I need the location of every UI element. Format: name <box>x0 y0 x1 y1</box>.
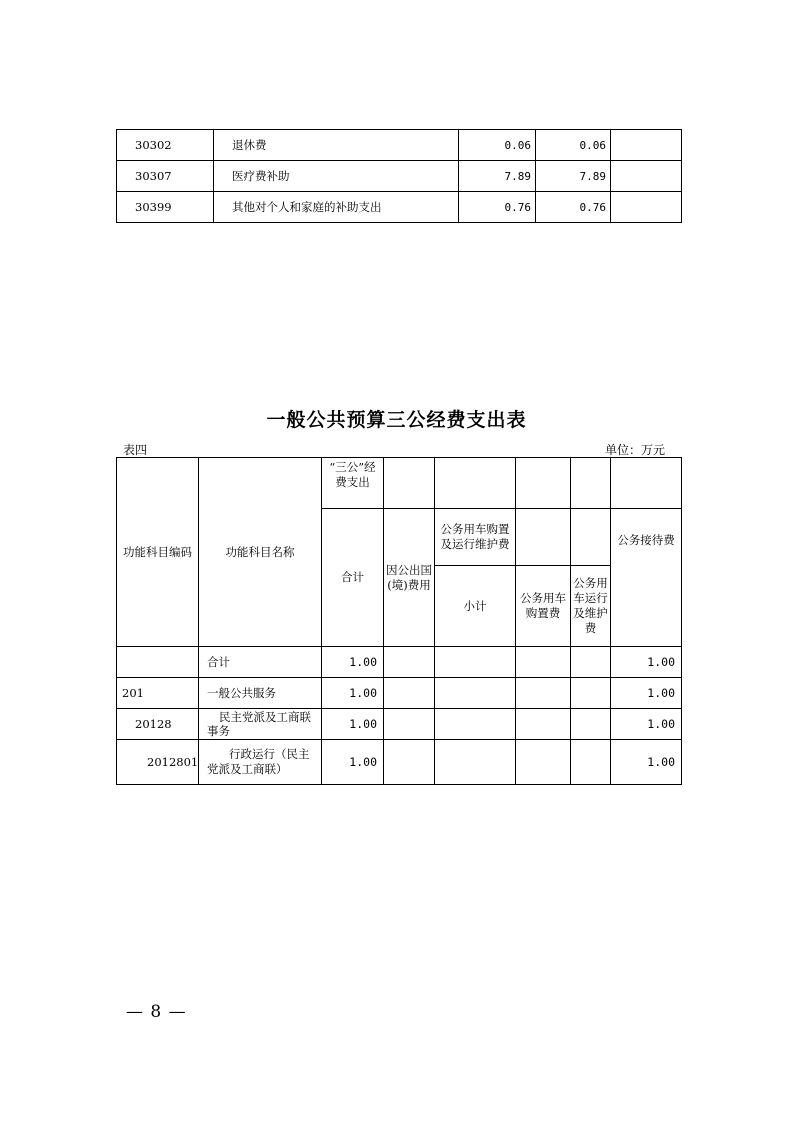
header-code: 功能科目编码 <box>117 458 199 647</box>
purchase-cell <box>516 647 571 678</box>
name-cell: 行政运行（民主党派及工商联） <box>199 740 322 785</box>
header-empty <box>384 458 435 509</box>
total-cell: 1.00 <box>322 647 384 678</box>
header-car-running: 公务用车运行及维护费 <box>571 566 611 647</box>
reception-cell: 1.00 <box>611 647 682 678</box>
amount-cell: 7.89 <box>459 161 536 192</box>
total-cell: 1.00 <box>322 709 384 740</box>
header-subtotal: 小计 <box>435 566 516 647</box>
code-cell: 2012801 <box>117 740 199 785</box>
purchase-cell <box>516 740 571 785</box>
running-cell <box>571 678 611 709</box>
page-title: 一般公共预算三公经费支出表 <box>266 409 527 431</box>
abroad-cell <box>384 709 435 740</box>
name-cell: 退休费 <box>214 130 459 161</box>
code-cell <box>117 647 199 678</box>
name-cell: 医疗费补助 <box>214 161 459 192</box>
table-row <box>117 161 682 192</box>
sangong-expense-table <box>116 457 682 785</box>
abroad-cell <box>384 647 435 678</box>
continued-table-body <box>117 130 682 223</box>
subtotal-cell <box>435 709 516 740</box>
table-row <box>117 647 682 678</box>
header-reception: 公务接待费 <box>611 509 682 647</box>
running-cell <box>571 740 611 785</box>
abroad-cell <box>384 678 435 709</box>
amount-cell: 0.06 <box>459 130 536 161</box>
header-sangong: “三公”经费支出 <box>322 458 384 509</box>
unit-label: 单位：万元 <box>605 443 666 457</box>
header-total: 合计 <box>322 509 384 647</box>
name-cell: 其他对个人和家庭的补助支出 <box>214 192 459 223</box>
total-cell: 1.00 <box>322 740 384 785</box>
subtotal-cell <box>435 647 516 678</box>
header-car-group: 公务用车购置及运行维护费 <box>435 509 516 566</box>
header-empty <box>435 458 516 509</box>
reception-cell: 1.00 <box>611 678 682 709</box>
header-empty <box>516 509 571 566</box>
code-cell: 30302 <box>117 130 214 161</box>
reception-cell: 1.00 <box>611 740 682 785</box>
running-cell <box>571 709 611 740</box>
header-car-purchase: 公务用车购置费 <box>516 566 571 647</box>
table-row <box>117 678 682 709</box>
code-cell: 201 <box>117 678 199 709</box>
subtotal-cell <box>435 678 516 709</box>
basic-cell: 7.89 <box>536 161 611 192</box>
table-row <box>117 192 682 223</box>
header-abroad: 因公出国(境)费用 <box>384 509 435 647</box>
basic-cell: 0.76 <box>536 192 611 223</box>
amount-cell: 0.76 <box>459 192 536 223</box>
project-cell <box>611 161 682 192</box>
reception-cell: 1.00 <box>611 709 682 740</box>
code-cell: 30307 <box>117 161 214 192</box>
purchase-cell <box>516 709 571 740</box>
name-cell: 一般公共服务 <box>199 678 322 709</box>
table-row <box>117 130 682 161</box>
subtotal-cell <box>435 740 516 785</box>
table-number: 表四 <box>123 443 148 457</box>
header-row <box>117 458 682 509</box>
purchase-cell <box>516 678 571 709</box>
header-empty <box>571 458 611 509</box>
table-row <box>117 709 682 740</box>
table-row <box>117 740 682 785</box>
name-cell: 民主党派及工商联事务 <box>199 709 322 740</box>
total-cell: 1.00 <box>322 678 384 709</box>
code-cell: 20128 <box>117 709 199 740</box>
running-cell <box>571 647 611 678</box>
page-number: — 8 — <box>126 1002 187 1022</box>
continued-table <box>116 129 682 223</box>
project-cell <box>611 192 682 223</box>
project-cell <box>611 130 682 161</box>
header-empty <box>611 458 682 509</box>
code-cell: 30399 <box>117 192 214 223</box>
basic-cell: 0.06 <box>536 130 611 161</box>
header-empty <box>516 458 571 509</box>
header-empty <box>571 509 611 566</box>
header-name: 功能科目名称 <box>199 458 322 647</box>
abroad-cell <box>384 740 435 785</box>
name-cell: 合计 <box>199 647 322 678</box>
